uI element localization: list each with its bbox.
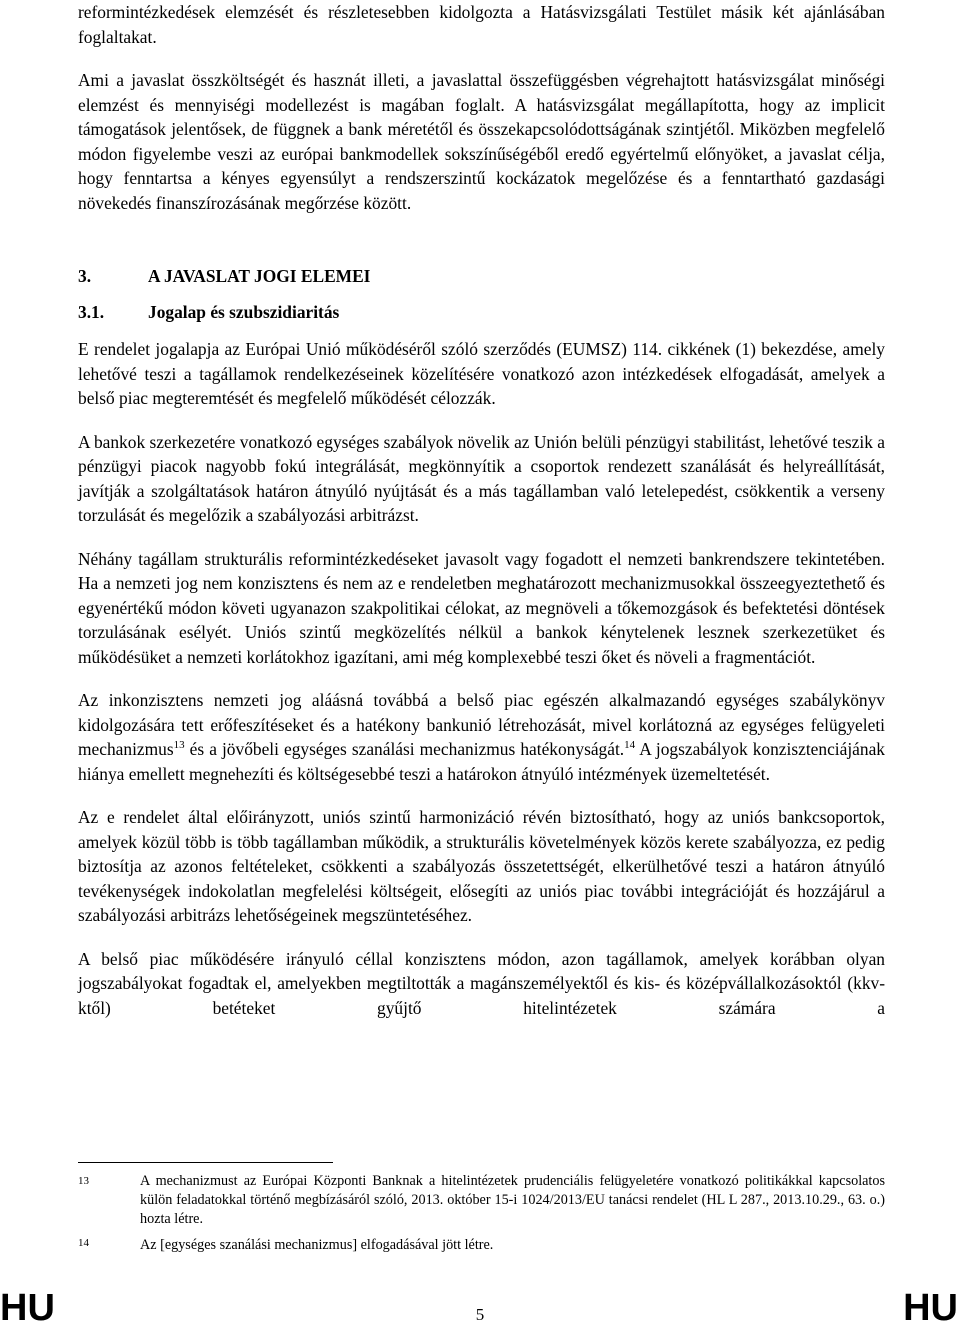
footnote-13: [78, 1172, 885, 1229]
section-title: A JAVASLAT JOGI ELEMEI: [148, 266, 371, 286]
footnote-number: 13: [78, 1175, 89, 1187]
footer-language-left: HU: [0, 1287, 55, 1329]
footnote-separator: [78, 1162, 333, 1163]
subsection-number: 3.1.: [78, 302, 105, 322]
section-heading-3-1: [78, 300, 885, 324]
paragraph-harmonisation: Az e rendelet által előirányzott, uniós szintű harmonizáció révén biztosítható, hogy az uniós bankcsoportok, amelyek közül több is több tagállamban működik, a strukturális követelmények közös kerete szabályozza, ez pedig biztosítja az azonos feltételeket, csökkenti a szabályozás összetettségét, elkerülhetővé teszi a határon átnyúló tevékenységek indokolatlan megfelelési költségeit, elősegíti az uniós piac további integrációját és hozzájárul a szabályozási arbitrázs lehetőségeinek megszüntetéséhez.: [78, 807, 885, 925]
paragraph-inconsistent-law: [78, 688, 885, 786]
paragraph-impact-assessment: Ami a javaslat összköltségét és hasznát illeti, a javaslattal összefüggésben végrehajtott hatásvizsgálat minőségi elemzést és mennyiségi modellezést is magában foglalt. A hatásvizsgálat megállapította, hogy az implicit támogatások jelentősek, de függnek a bank méretétől és összekapcsolódottságának szintjétől. Miközben megfelelő módon figyelembe veszi az európai bankmodellek sokszínűségéből eredő egyértelmű előnyöket, a javaslat célja, hogy fenntartsa a kényes egyensúlyt a rendszerszintű kockázatok megelőzése és a fenntartható gazdasági növekedés finanszírozásának megőrzése között.: [78, 70, 885, 213]
paragraph-text-part: Az inkonzisztens nemzeti jog aláásná továbbá a belső piac egészén alkalmazandó egységes szabálykönyv kidolgozására tett erőfeszítéseket és a hatékony bankunió létrehozását, mivel korlátozná az egységes felügyeleti mechanizmus: [78, 690, 885, 759]
footnote-ref-14[interactable]: 14: [624, 739, 636, 751]
paragraph-national-reforms: Néhány tagállam strukturális reformintézkedéseket javasolt vagy fogadott el nemzeti bankrendszere tekintetében. Ha a nemzeti jog nem konzisztens és nem az e rendeletben meghatározott mechanizmusokkal összeegyeztethető és egyenértékű módon követi ugyanazon szakpolitikai célokat, az megnöveli a tőkemozgások és befektetési döntések torzulásának esélyét. Uniós szintű megközelítés nélkül a bankok kénytelenek lesznek szerkezetüket és működésüket a nemzeti korlátokhoz igazítani, ami még komplexebbé teszi őket és növeli a fragmentációt.: [78, 548, 885, 667]
footnote-text: A mechanizmust az Európai Központi Banknak a hitelintézetek prudenciális felügyeletére vonatkozó politikákkal kapcsolatos külön feladatokkal történő megbízásáról szóló, 2013. október 15-i 1024/2013/EU tanácsi rendelet (HL L 287., 2013.10.29., 63. o.) hozta létre.: [140, 1173, 885, 1227]
page-number: 5: [475, 1305, 485, 1324]
section-heading-3: [78, 264, 885, 288]
footnote-ref-13[interactable]: 13: [173, 739, 185, 751]
paragraph-legal-basis: E rendelet jogalapja az Európai Unió működéséről szóló szerződés (EUMSZ) 114. cikkének (1) bekezdése, amely lehetővé teszi a tagállamok rendelkezéseinek közelítésére vonatkozó azon intézkedések elfogadását, amelyek a belső piac megteremtését és megfelelő működését célozzák.: [78, 339, 885, 408]
footnote-14: [78, 1236, 885, 1255]
footer-language-right: HU: [903, 1287, 958, 1329]
section-number: 3.: [78, 266, 92, 286]
paragraph-text-part: és a jövőbeli egységes szanálási mechanizmus hatékonyságát.: [184, 739, 625, 759]
body-upper: [78, 0, 885, 234]
footnote-text: Az [egységes szanálási mechanizmus] elfogadásával jött létre.: [140, 1237, 494, 1253]
paragraph-internal-market: A belső piac működésére irányuló céllal konzisztens módon, azon tagállamok, amelyek korábban olyan jogszabályokat fogadtak el, amelyekben megtiltották a magánszemélyektől és kis- és középvállalkozásoktól (kkv-ktől) betéteket gyűjtő hitelintézetek számára a: [78, 948, 885, 1018]
subsection-title: Jogalap és szubszidiaritás: [148, 302, 340, 322]
paragraph-uniform-rules: A bankok szerkezetére vonatkozó egységes szabályok növelik az Unión belüli pénzügyi stabilitást, lehetővé teszik a pénzügyi piacok nagyobb fokú integrálását, megkönnyítik a csoportok rendezett szanálását és helyreállítását, javítják a szolgáltatások határon átnyúló nyújtását és a más tagállamban való letelepedést, csökkentik a verseny torzulását és megelőzik a szabályozási arbitrázst.: [78, 431, 885, 525]
paragraph-text-part: A jogszabályok konzisztenciájának hiánya emellett megnehezíti és költségesebbé teszi a határokon átnyúló intézmények üzemeltetését.: [78, 739, 885, 784]
footnote-number: 14: [78, 1237, 89, 1249]
body-main: [78, 337, 885, 1039]
paragraph-intro: reformintézkedések elemzését és részletesebben kidolgozta a Hatásvizsgálati Testület másik két ajánlásában foglaltakat.: [78, 2, 885, 47]
